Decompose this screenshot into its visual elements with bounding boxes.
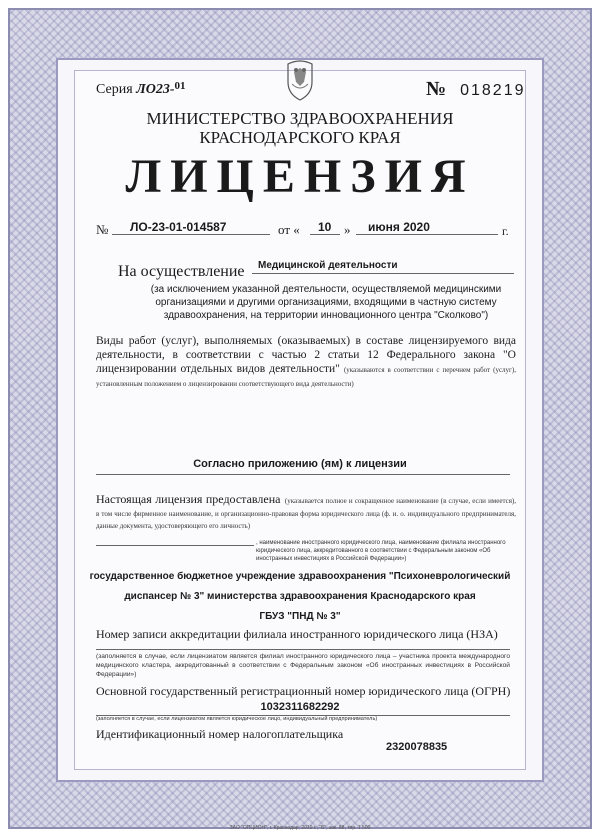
works-value: Согласно приложению (ям) к лицензии bbox=[193, 458, 407, 470]
ogrn-value: 1032311682292 bbox=[260, 701, 340, 713]
ministry-line-2: КРАСНОДАРСКОГО КРАЯ bbox=[199, 128, 401, 147]
org-line-1: государственное бюджетное учреждение здравоохранения "Психоневрологический bbox=[89, 571, 511, 582]
org-line-3: ГБУЗ "ПНД № 3" bbox=[259, 611, 341, 622]
issued-label: Настоящая лицензия предоставлена bbox=[96, 492, 281, 506]
ministry-line-1: МИНИСТЕРСТВО ЗДРАВООХРАНЕНИЯ bbox=[146, 109, 454, 128]
license-month-year: июня 2020 bbox=[368, 220, 430, 234]
coat-of-arms-icon bbox=[282, 60, 318, 102]
license-day: 10 bbox=[318, 220, 332, 234]
series-suffix: 01 bbox=[174, 80, 186, 92]
ministry-name bbox=[0, 109, 600, 147]
license-ot-label: от « bbox=[278, 222, 300, 237]
license-number: ЛО-23-01-014587 bbox=[130, 220, 227, 234]
org-line-2: диспансер № 3" министерства здравоохранения Краснодарского края bbox=[124, 591, 476, 602]
activity-note: (за исключением указанной деятельности, осуществляемой медицинскими организациями и другими организациями, входящими в частную систему здравоохранения, на территории инновационного центра "Сколково") bbox=[150, 284, 502, 321]
accreditation-note: (заполняется в случае, если лицензиатом является филиал иностранного юридического лица – участника проекта международного медицинского кластера, аккредитованный в соответствии с Федеральным законом «Об иностранных инвестициях в Российской Федерации») bbox=[96, 653, 510, 678]
ogrn-note: (заполняется в случае, если лицензиатом является юридическое лицо, индивидуальный предприниматель) bbox=[96, 716, 378, 722]
inn-value: 2320078835 bbox=[386, 741, 448, 753]
license-close-quote: » bbox=[344, 222, 351, 237]
issued-block bbox=[96, 493, 516, 531]
number-value: 018219 bbox=[460, 82, 526, 99]
license-g-label: г. bbox=[502, 224, 509, 238]
license-no-label: № bbox=[96, 222, 109, 237]
printer-footer: ЗАО "ОПЦИОН", г. Краснодар, 2019 г., "Б", зак. 88, тир. 1 500 bbox=[229, 825, 371, 831]
organization-name bbox=[76, 567, 524, 627]
ogrn-label: Основной государственный регистрационный номер юридического лица (ОГРН) bbox=[96, 684, 511, 698]
series-row bbox=[96, 80, 186, 98]
number-label: № bbox=[426, 78, 447, 100]
activity-label: На осуществление bbox=[118, 263, 245, 280]
issued-note-2: , наименование иностранного юридического лица, наименование филиала иностранного юридического лица, аккредитованного в соответствии с Федеральным законом «Об иностранных инвестициях в Российской Федерации») bbox=[256, 540, 506, 562]
works-note: (указываются в соответствии с перечнем работ (услуг), установленным положением о лицензировании соответствующего вида деятельности) bbox=[96, 366, 517, 388]
series-value: ЛО23- bbox=[136, 82, 175, 97]
issued-note: (указывается полное и сокращенное наименование (в случае, если имеется), в том числе фирменное наименование, и организационно-правовая форма юридического лица (ф. и. о. индивидуального предпринимателя, данные документа, удостоверяющего его личность) bbox=[96, 497, 517, 530]
document-title: ЛИЦЕНЗИЯ bbox=[125, 150, 475, 203]
works-description: Виды работ (услуг), выполняемых (оказываемых) в составе лицензируемого вида деятельности, в соответствии с частью 2 статьи 12 Федерального закона "О лицензировании отдельных видов деятельности" bbox=[96, 335, 516, 375]
activity-value: Медицинской деятельности bbox=[258, 260, 398, 271]
blank-number bbox=[426, 78, 526, 101]
works-text bbox=[96, 334, 516, 390]
accreditation-label: Номер записи аккредитации филиала иностранного юридического лица (НЗА) bbox=[96, 627, 498, 641]
series-label: Серия bbox=[96, 82, 133, 97]
inn-label: Идентификационный номер налогоплательщика bbox=[96, 727, 344, 741]
